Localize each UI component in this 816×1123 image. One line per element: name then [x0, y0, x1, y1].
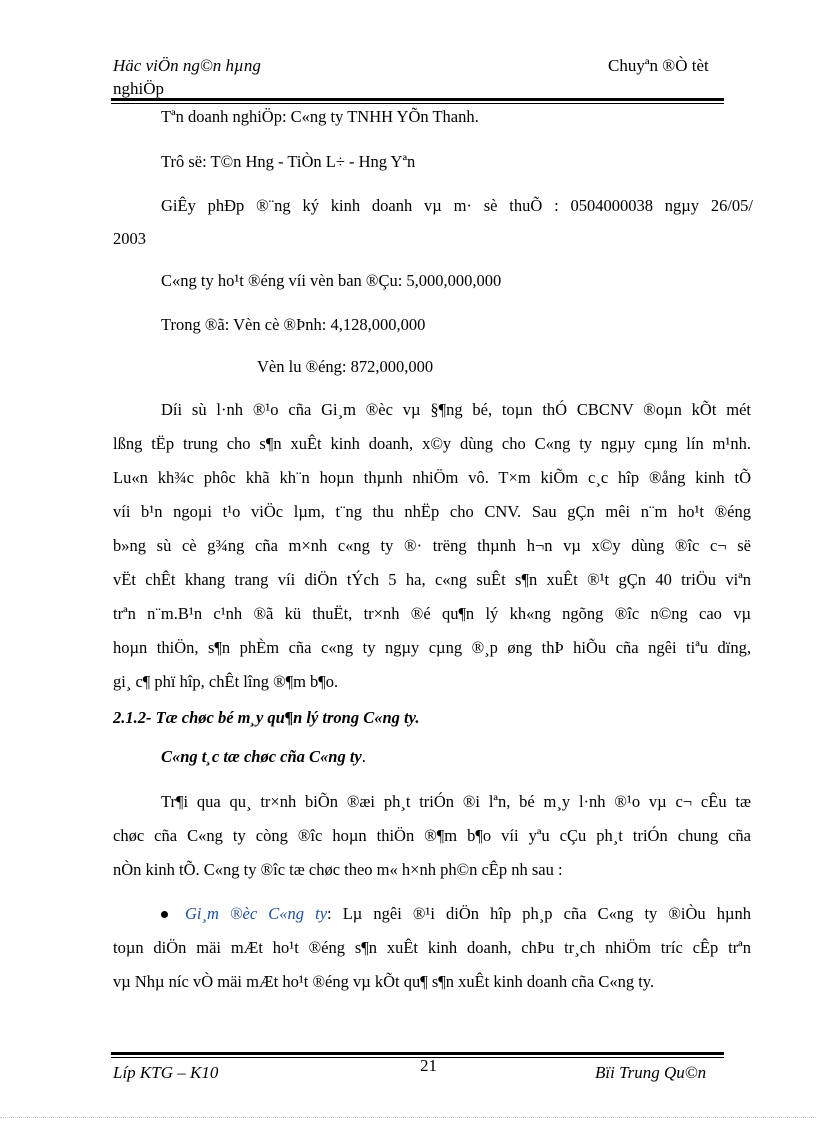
header-school — [113, 54, 261, 100]
company-address: Trô së: T©n Hng - TiÒn L÷ - Hng Yªn — [161, 152, 416, 171]
body-line: b»ng sù cè g¾ng cña m×nh c«ng ty ®· trëng thµnh h¬n vµ x©y dùng ®îc c¬ së — [113, 536, 751, 555]
body-line: gi¸ c¶ phï hîp, chÊt lîng ®¶m b¶o. — [113, 672, 339, 691]
subheading-period: . — [361, 747, 366, 766]
page-edge-divider — [0, 1117, 816, 1118]
body-line: lßng tËp trung cho s¶n xuÊt kinh doanh, x©y dùng cho C«ng ty ngµy cµng lín m¹nh. — [113, 434, 751, 453]
company-name: Tªn doanh nghiÖp: C«ng ty TNHH YÕn Thanh. — [161, 107, 479, 126]
body-line: hoµn thiÖn, s¶n phÈm cña c«ng ty ngµy cµng ®¸p øng thÞ hiÕu cña ngêi tiªu dïng, — [113, 638, 751, 657]
header-school-line2: nghiÖp — [113, 79, 164, 98]
subheading-text: C«ng t¸c tæ chøc cña C«ng ty — [161, 747, 362, 766]
footer-class: Líp KTG – K10 — [113, 1063, 219, 1082]
header-divider — [111, 98, 724, 104]
body-line: Lu«n kh¾c phôc khã kh¨n hoµn thµnh nhiÖm vô. T×m kiÕm c¸c hîp ®ång kinh tÕ — [113, 468, 751, 487]
company-fixed-capital: Trong ®ã: Vèn cè ®Þnh: 4,128,000,000 — [161, 315, 426, 334]
body-line: víi b¹n ngoµi t¹o viÖc lµm, t¨ng thu nhËp cho CNV. Sau gÇn mêi n¨m ho¹t ®éng — [113, 502, 751, 521]
bullet-line2: toµn diÖn mäi mÆt ho¹t ®éng s¶n xuÊt kinh doanh, chÞu tr¸ch nhiÖm tríc cÊp trªn — [113, 938, 751, 957]
subheading — [161, 746, 366, 768]
company-license-line2: 2003 — [113, 229, 146, 248]
bullet-term: Gi¸m ®èc C«ng ty — [185, 904, 328, 923]
footer-author: Bïi Trung Qu©n — [595, 1063, 707, 1082]
footer-divider — [111, 1052, 724, 1058]
body-line: trªn n¨m.B¹n c¹nh ®ã kü thuËt, tr×nh ®é qu¶n lý kh«ng ngõng ®îc n©ng cao vµ — [113, 604, 751, 623]
page-number: 21 — [420, 1056, 437, 1075]
org-line: Tr¶i qua qu¸ tr×nh biÕn ®æi ph¸t triÓn ®i lªn, bé m¸y l·nh ®¹o vµ c¬ cÊu tæ — [161, 792, 751, 811]
bullet-line3: vµ Nhµ níc vÒ mäi mÆt ho¹t ®éng vµ kÕt qu¶ s¶n xuÊt kinh doanh cña C«ng ty. — [113, 972, 655, 991]
header-school-line1: Häc viÖn ng©n hµng — [113, 56, 261, 75]
body-line: vËt chÊt khang trang víi diÖn tÝch 5 ha, c«ng suÊt s¶n xuÊt ®¹t gÇn 40 triÖu viªn — [113, 570, 751, 589]
header-title: Chuyªn ®Ò tèt — [608, 56, 709, 75]
org-line: chøc cña C«ng ty còng ®îc hoµn thiÖn ®¶m b¶o víi yªu cÇu ph¸t triÓn chung cña — [113, 826, 751, 845]
bullet-dot-icon — [161, 911, 168, 918]
body-line: Díi sù l·nh ®¹o cña Gi¸m ®èc vµ §¶ng bé, toµn thÓ CBCNV ®oµn kÕt mét — [161, 400, 751, 419]
company-working-capital: Vèn lu ®éng: 872,000,000 — [257, 357, 434, 376]
bullet-text: : Lµ ngêi ®¹i diÖn hîp ph¸p cña C«ng ty ®iÒu hµnh — [327, 904, 751, 923]
section-heading: 2.1.2- Tæ chøc bé m¸y qu¶n lý trong C«ng ty. — [113, 708, 420, 727]
company-capital: C«ng ty ho¹t ®éng víi vèn ban ®Çu: 5,000,000,000 — [161, 271, 502, 290]
bullet-line1 — [185, 903, 751, 925]
org-line: nÒn kinh tÕ. C«ng ty ®îc tæ chøc theo m« h×nh ph©n cÊp nh sau : — [113, 860, 563, 879]
company-license-line1: GiÊy phÐp ®¨ng ký kinh doanh vµ m· sè thuÕ : 0504000038 ngµy 26/05/ — [161, 196, 753, 215]
